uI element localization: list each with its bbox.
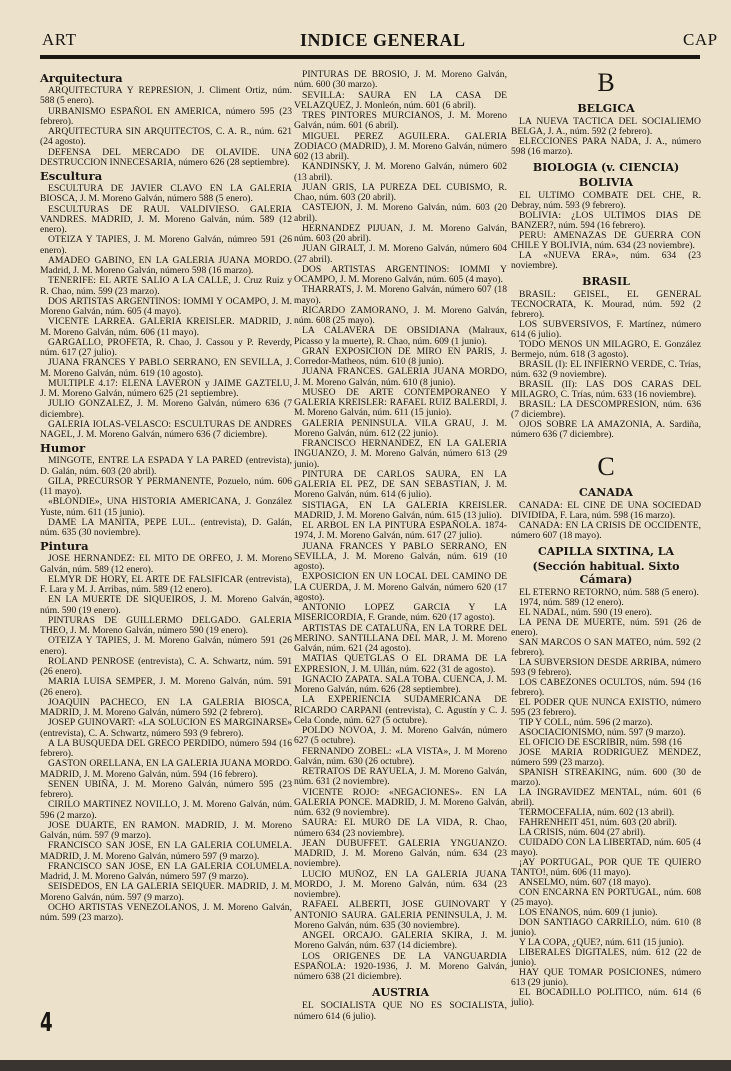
index-entry: GALERIA IOLAS-VELASCO: ESCULTURAS DE ANDRES NAGEL, J. M. Moreno Galván, número 636 (7 diciembre).: [40, 418, 292, 440]
index-entry: DON SANTIAGO CARRILLO, núm. 610 (8 junio).: [511, 917, 701, 938]
index-entry: EXPOSICION EN UN LOCAL DEL CAMINO DE LA CUERDA, J. M. Moreno Galván, número 620 (17 agosto).: [294, 571, 507, 603]
index-entry: PINTURAS DE BROSIO, J. M. Moreno Galván, núm. 600 (30 marzo).: [294, 69, 507, 91]
index-entry: Y LA COPA, ¿QUE?, núm. 611 (15 junio).: [519, 937, 684, 948]
topic-heading: BIOLOGIA (v. CIENCIA): [532, 161, 680, 174]
index-column-left: [40, 70, 292, 923]
index-entry: LA PENA DE MUERTE, núm. 591 (26 de enero).: [511, 617, 701, 638]
index-entry: ROLAND PENROSE (entrevista), C. A. Schwartz, núm. 591 (26 enero).: [40, 655, 292, 677]
index-entry: EN LA MUERTE DE SIQUEIROS, J. M. Moreno Galván, núm. 590 (19 enero).: [40, 594, 292, 616]
topic-heading: CANADA: [579, 486, 633, 499]
index-entry: ANTONIO LOPEZ GARCIA Y LA MISERICORDIA, F. Grande, núm. 620 (17 agosto).: [294, 602, 507, 624]
index-entry: LOS SUBVERSIVOS, F. Martínez, número 614 (6 julio).: [511, 319, 701, 340]
index-entry: OJOS SOBRE LA AMAZONIA, A. Sardiña, número 636 (7 diciembre).: [511, 419, 701, 440]
index-entry: DAME LA MANITA, PEPE LUI... (entrevista), D. Galán, núm. 635 (30 noviembre).: [40, 516, 292, 538]
index-entry: LOS CABEZONES OCULTOS, núm. 594 (16 febrero).: [511, 677, 701, 698]
topic-subheading: (Sección habitual. Sixto Cámara): [532, 560, 680, 586]
index-entry: JUANA FRANCES Y PABLO SERRANO, EN SEVILLA, J. M. Moreno Galván, núm. 619 (10 agosto).: [294, 540, 507, 572]
index-entry: FERNANDO ZOBEL: «LA VISTA», J. M Moreno Galván, núm. 630 (26 octubre).: [294, 745, 507, 767]
index-entry: JOSE HERNANDEZ: EL MITO DE ORFEO, J. M. Moreno Galván, núm. 589 (12 enero).: [40, 553, 292, 575]
index-entry: TIP Y COLL, núm. 596 (2 marzo).: [519, 717, 653, 728]
index-entry: MARIA LUISA SEMPER, J. M. Moreno Galván, núm. 591 (26 enero).: [40, 676, 292, 698]
index-entry: ELECCIONES PARA NADA, J. A., número 598 (16 marzo).: [511, 136, 701, 157]
index-entry: RETRATOS DE RAYUELA, J. M. Moreno Galván, núm. 631 (2 noviembre).: [294, 766, 507, 788]
section-heading: Humor: [40, 441, 86, 456]
index-entry: SEISDEDOS, EN LA GALERIA SEIQUER. MADRID, J. M. Moreno Galván, núm. 597 (9 marzo).: [40, 881, 292, 903]
letter-heading: B: [597, 68, 615, 97]
index-entry: GARGALLO, PROFETA, R. Chao, J. Cassou y P. Reverdy, núm. 617 (27 julio).: [40, 336, 292, 358]
topic-heading: BELGICA: [577, 102, 635, 115]
index-entry: CANADA: EL CINE DE UNA SOCIEDAD DIVIDIDA, F. Lara, núm. 598 (16 marzo).: [511, 500, 701, 521]
running-head-right: CAP: [683, 30, 718, 49]
index-entry: DOS ARTISTAS ARGENTINOS: IOMMI Y OCAMPO, J. M. Moreno Galván, núm. 605 (4 mayo).: [40, 295, 292, 317]
index-entry: JOSE MARIA RODRIGUEZ MENDEZ, número 599 (23 marzo).: [511, 747, 701, 768]
index-entry: SAN MARCOS O SAN MATEO, núm. 592 (2 febrero).: [511, 637, 701, 658]
index-entry: TERMOCEFALIA, núm. 602 (13 abril).: [519, 807, 675, 818]
index-entry: JUAN GIRALT, J. M. Moreno Galván, número 604 (27 abril).: [294, 243, 507, 265]
index-entry: EL SOCIALISTA QUE NO ES SOCIALISTA, número 614 (6 julio).: [294, 1000, 507, 1022]
index-entry: EL ULTIMO COMBATE DEL CHE, R. Debray, núm. 593 (9 febrero).: [511, 190, 701, 211]
index-entry: SEVILLA: SAURA EN LA CASA DE VELAZQUEZ, J. Monleón, núm. 601 (6 abril).: [294, 89, 507, 111]
index-entry: ANSELMO, núm. 607 (18 mayo).: [519, 877, 651, 888]
index-entry: GALERIA PENINSULA. VILA GRAU, J. M. Moreno Galván, núm. 612 (22 junio).: [294, 417, 507, 439]
index-entry: LA «NUEVA ERA», núm. 634 (23 noviembre).: [511, 250, 701, 271]
index-entry: CANADA: EN LA CRISIS DE OCCIDENTE, número 607 (18 mayo).: [511, 520, 701, 541]
index-entry: RAFAEL ALBERTI, JOSE GUINOVART Y ANTONIO SAURA. GALERIA PENINSULA, J. M. Moreno Galván, núm. 635 (30 noviembre).: [294, 899, 507, 931]
index-entry: ESCULTURAS DE RAUL VALDIVIESO. GALERIA VANDRES. MADRID, J. M. Moreno Galván, núm. 589 (12 enero).: [40, 203, 292, 235]
index-entry: MATIAS QUETGLAS O EL DRAMA DE LA EXPRESION, J. M. Ullán, núm. 622 (31 de agosto).: [294, 653, 507, 675]
index-entry: EL BOCADILLO POLITICO, núm. 614 (6 julio).: [511, 987, 701, 1008]
topic-heading: BOLIVIA: [578, 176, 634, 189]
index-entry: THARRATS, J. M. Moreno Galván, número 607 (18 mayo).: [294, 284, 507, 306]
index-entry: LUCIO MUÑOZ, EN LA GALERIA JUANA MORDO, J. M. Moreno Galván, núm. 634 (23 noviembre).: [294, 868, 507, 900]
index-entry: ELMYR DE HORY, EL ARTE DE FALSIFICAR (entrevista), F. Lara y M. J. Arribas, núm. 589 (12 enero).: [40, 573, 292, 595]
header-rule: [40, 55, 700, 59]
index-entry: DEFENSA DEL MERCADO DE OLAVIDE. UNA DESTRUCCION INNECESARIA, número 626 (28 septiembre).: [40, 146, 292, 168]
index-entry: CASTEJON, J. M. Moreno Galván, núm. 603 (20 abril).: [294, 202, 507, 224]
index-entry: LA EXPERIENCIA SUDAMERICANA DE RICARDO CARPANI (entrevista), C. Agustín y C. J. Cela Conde, núm. 627 (5 octubre).: [294, 694, 507, 726]
index-entry: 1974, núm. 589 (12 enero).: [519, 597, 624, 608]
index-entry: ARTISTAS DE CATALUÑA, EN LA TORRE DEL MERINO. SANTILLANA DEL MAR, J. M. Moreno Galván, núm. 621 (24 agosto).: [294, 622, 507, 654]
index-entry: OCHO ARTISTAS VENEZOLANOS, J. M. Moreno Galván, núm. 599 (23 marzo).: [40, 901, 292, 923]
index-entry: ESCULTURA DE JAVIER CLAVO EN LA GALERIA BIOSCA, J. M. Moreno Galván, número 588 (5 enero).: [40, 183, 292, 205]
index-entry: EL PODER QUE NUNCA EXISTIO, número 595 (23 febrero).: [511, 697, 701, 718]
index-entry: LA INGRAVIDEZ MENTAL, núm. 601 (6 abril).: [511, 787, 701, 808]
index-entry: CUIDADO CON LA LIBERTAD, núm. 605 (4 mayo).: [511, 837, 701, 858]
index-entry: LOS ORIGENES DE LA VANGUARDIA ESPAÑOLA: 1920-1936, J. M. Moreno Galván, número 638 (21 diciembre).: [294, 950, 507, 982]
index-entry: JOAQUIN PACHECO, EN LA GALERIA BIOSCA, MADRID, J. M. Moreno Galván, número 592 (2 febrero).: [40, 696, 292, 718]
topic-heading: AUSTRIA: [371, 986, 430, 1000]
index-entry: MUSEO DE ARTE CONTEMPORANEO Y GALERIA KREISLER: RAFAEL RUIZ BALERDI, J. M. Moreno Galván, núm. 611 (15 junio).: [294, 386, 507, 419]
index-entry: ARQUITECTURA Y REPRESION, J. Climent Ortiz, núm. 588 (5 enero).: [40, 85, 292, 107]
index-entry: FRANCISCO HERNANDEZ, EN LA GALERIA INGUANZO, J. M. Moreno Galván, número 613 (29 junio).: [294, 438, 507, 470]
index-entry: JUANA FRANCES Y PABLO SERRANO, EN SEVILLA, J. M. Moreno Galván, núm. 619 (10 agosto).: [40, 357, 292, 379]
index-column-middle: [294, 70, 507, 1022]
index-entry: ¡AY PORTUGAL, POR QUE TE QUIERO TANTO!, núm. 606 (11 mayo).: [511, 857, 701, 878]
section-heading: Pintura: [40, 539, 89, 554]
index-entry: JOSEP GUINOVART: «LA SOLUCION ES MARGINARSE» (entrevista), C. A. Schwartz, número 593 (9 febrero).: [40, 717, 292, 739]
index-entry: DOS ARTISTAS ARGENTINOS: IOMMI Y OCAMPO, J. M. Moreno Galván, núm. 605 (4 mayo).: [294, 263, 507, 285]
index-entry: MIGUEL PEREZ AGUILERA. GALERIA ZODIACO (MADRID), J. M. Moreno Galván, número 602 (13 abril).: [294, 130, 507, 162]
index-entry: CIRILO MARTINEZ NOVILLO, J. M. Moreno Galván, núm. 596 (2 marzo).: [40, 799, 292, 821]
index-entry: BRASIL: LA DESCOMPRESION, núm. 636 (7 diciembre).: [511, 399, 701, 420]
index-entry: EL ETERNO RETORNO, núm. 588 (5 enero).: [519, 587, 699, 598]
index-entry: EL NADAL, núm. 590 (19 enero).: [519, 607, 652, 618]
index-entry: LA SUBVERSION DESDE ARRIBA, número 593 (9 febrero).: [511, 657, 701, 678]
section-heading: Escultura: [40, 169, 103, 183]
letter-heading: C: [597, 452, 615, 481]
index-entry: JOSE DUARTE, EN RAMON. MADRID, J. M. Moreno Galván, núm. 597 (9 marzo).: [40, 819, 292, 841]
index-entry: KANDINSKY, J. M. Moreno Galván, número 602 (13 abril).: [294, 161, 507, 183]
page-number: 4: [40, 1008, 53, 1038]
index-entry: EL ARBOL EN LA PINTURA ESPAÑOLA. 1874-1974, J. M. Moreno Galván, núm. 617 (27 julio).: [294, 520, 507, 542]
index-entry: LIBERALES DIGITALES, núm. 612 (22 de junio).: [511, 947, 701, 968]
index-entry: JEAN DUBUFFET. GALERIA YNGUANZO. MADRID, J. M. Moreno Galván, núm. 634 (23 noviembre).: [294, 837, 507, 870]
index-entry: URBANISMO ESPAÑOL EN AMERICA, número 595 (23 febrero).: [40, 105, 292, 127]
index-entry: JUAN GRIS, LA PUREZA DEL CUBISMO, R. Chao, núm. 603 (20 abril).: [294, 181, 507, 203]
index-entry: LA CALAVERA DE OBSIDIANA (Malraux, Picasso y la muerte), R. Chao, núm. 609 (1 junio).: [294, 325, 507, 347]
index-entry: SPANISH STREAKING, núm. 600 (30 de marzo).: [511, 767, 701, 788]
index-entry: BRASIL (I): EL INFIERNO VERDE, C. Trías, núm. 632 (9 noviembre).: [511, 359, 701, 380]
index-entry: A LA BUSQUEDA DEL GRECO PERDIDO, número 594 (16 febrero).: [40, 737, 292, 759]
index-entry: JUANA FRANCES. GALERIA JUANA MORDO, J. M. Moreno Galván, núm. 610 (8 junio).: [294, 366, 507, 388]
index-entry: TRES PINTORES MURCIANOS, J. M. Moreno Galván, núm. 601 (6 abril).: [294, 110, 507, 132]
index-entry: OTEIZA Y TAPIES, J. M. Moreno Galván, número 591 (26 enero).: [40, 635, 292, 657]
index-entry: FRANCISCO SAN JOSE, EN LA GALERIA COLUMELA. Madrid, J. M. Moreno Galván, número 597 (9 marzo).: [40, 860, 292, 882]
index-entry: BRASIL (II): LAS DOS CARAS DEL MILAGRO, C. Trías, núm. 633 (16 noviembre).: [511, 379, 701, 400]
index-entry: RICARDO ZAMORANO, J. M. Moreno Galván, núm. 608 (25 mayo).: [294, 304, 507, 326]
topic-heading: BRASIL: [582, 275, 630, 288]
index-entry: JULIO GONZALEZ, J. M. Moreno Galván, número 636 (7 diciembre).: [40, 398, 292, 420]
page-bottom-edge: [0, 1060, 731, 1071]
section-heading: Arquitectura: [40, 71, 123, 85]
index-entry: BOLIVIA: ¿LOS ULTIMOS DIAS DE BANZER?, núm. 594 (16 febrero).: [511, 210, 701, 231]
index-entry: FRANCISCO SAN JOSE, EN LA GALERIA COLUMELA. MADRID, J. M. Moreno Galván, número 597 (9 marzo).: [40, 840, 292, 862]
index-entry: PINTURAS DE GUILLERMO DELGADO. GALERIA THEO, J. M. Moreno Galván, número 590 (19 enero).: [40, 614, 292, 636]
index-entry: SAURA: EL MURO DE LA VIDA, R. Chao, número 634 (23 noviembre).: [294, 817, 507, 839]
index-entry: TODO MENOS UN MILAGRO, E. González Bermejo, núm. 618 (3 agosto).: [511, 339, 701, 360]
index-entry: PINTURA DE CARLOS SAURA, EN LA GALERIA EL PEZ, DE SAN SEBASTIAN, J. M. Moreno Galván, núm. 614 (6 julio).: [294, 468, 507, 501]
index-entry: MINGOTE, ENTRE LA ESPADA Y LA PARED (entrevista), D. Galán, núm. 603 (20 abril).: [40, 455, 292, 477]
topic-heading: CAPILLA SIXTINA, LA: [537, 545, 674, 558]
index-entry: OTEIZA Y TAPIES, J. M. Moreno Galván, númreo 591 (26 enero).: [40, 234, 292, 256]
index-entry: BRASIL: GEISEL, EL GENERAL TECNOCRATA, K. Mourad, núm. 592 (2 febrero).: [511, 289, 701, 320]
index-entry: IGNACIO ZAPATA. SALA TOBA. CUENCA, J. M. Moreno Galván, núm. 626 (28 septiembre).: [294, 673, 507, 695]
index-entry: POLDO NOVOA, J. M. Moreno Galván, número 627 (5 octubre).: [294, 725, 507, 747]
index-entry: AMADEO GABINO, EN LA GALERIA JUANA MORDO. Madrid, J. M. Moreno Galván, número 598 (16 marzo).: [40, 254, 292, 276]
index-entry: MULTIPLE 4.17: ELENA LAVERON y JAIME GAZTELU, J. M. Moreno Galván, número 625 (21 septiembre).: [40, 377, 292, 399]
index-entry: HERNANDEZ PIJUAN, J. M. Moreno Galván, núm. 603 (20 abril).: [294, 222, 507, 244]
index-entry: GILA, PRECURSOR Y PERMANENTE, Pozuelo, núm. 606 (11 mayo).: [40, 475, 292, 497]
index-entry: LOS ENANOS, núm. 609 (1 junio).: [519, 907, 658, 918]
index-entry: CON ENCARNA EN PORTUGAL, núm. 608 (25 mayo).: [511, 887, 701, 908]
index-entry: SISTIAGA, EN LA GALERIA KREISLER. MADRID, J. M. Moreno Galván, núm. 615 (13 julio).: [294, 499, 507, 521]
index-entry: LA CRISIS, núm. 604 (27 abril).: [519, 827, 646, 838]
index-entry: VICENTE ROJO: «NEGACIONES». EN LA GALERIA PONCE. MADRID, J. M. Moreno Galván, núm. 632 (9 noviembre).: [294, 786, 507, 818]
index-entry: ARQUITECTURA SIN ARQUITECTOS, C. A. R., núm. 621 (24 agosto).: [40, 126, 292, 148]
index-entry: LA NUEVA TACTICA DEL SOCIALIEMO BELGA, J. A., núm. 592 (2 febrero).: [511, 116, 701, 137]
index-entry: ANGEL ORCAJO. GALERIA SKIRA, J. M. Moreno Galván, núm. 637 (14 diciembre).: [294, 930, 507, 952]
index-entry: VICENTE LARREA. GALERIA KREISLER. MADRID, J. M. Moreno Galván, núm. 606 (11 mayo).: [40, 316, 292, 338]
index-entry: PERU: AMENAZAS DE GUERRA CON CHILE Y BOLIVIA, núm. 634 (23 noviembre).: [511, 230, 701, 251]
index-entry: SENEN UBIÑA, J. M. Moreno Galván, número 595 (23 febrero).: [40, 778, 292, 800]
index-entry: GRAN EXPOSICION DE MIRO EN PARIS, J. Corredor-Matheos, núm. 610 (8 junio).: [294, 345, 507, 367]
page-title: INDICE GENERAL: [300, 30, 466, 50]
index-entry: FAHRENHEIT 451, núm. 603 (20 abril).: [519, 817, 677, 828]
index-entry: EL OFICIO DE ESCRIBIR, núm. 598 (16: [519, 737, 682, 748]
index-entry: «BLONDIE», UNA HISTORIA AMERICANA, J. González Yuste, núm. 611 (15 junio).: [40, 496, 292, 518]
index-entry: ASOCIACIONISMO, núm. 597 (9 marzo).: [519, 727, 686, 738]
index-column-right: [511, 70, 701, 1008]
index-entry: TENERIFE: EL ARTE SALIO A LA CALLE, J. Cruz Ruiz y R. Chao, núm. 599 (23 marzo).: [40, 275, 292, 297]
index-entry: GASTON ORELLANA, EN LA GALERIA JUANA MORDO. MADRID, J. M. Moreno Galván, núm. 594 (16 febrero).: [40, 758, 292, 780]
index-entry: HAY QUE TOMAR POSICIONES, número 613 (29 junio).: [511, 967, 701, 988]
running-head-left: ART: [42, 30, 77, 49]
